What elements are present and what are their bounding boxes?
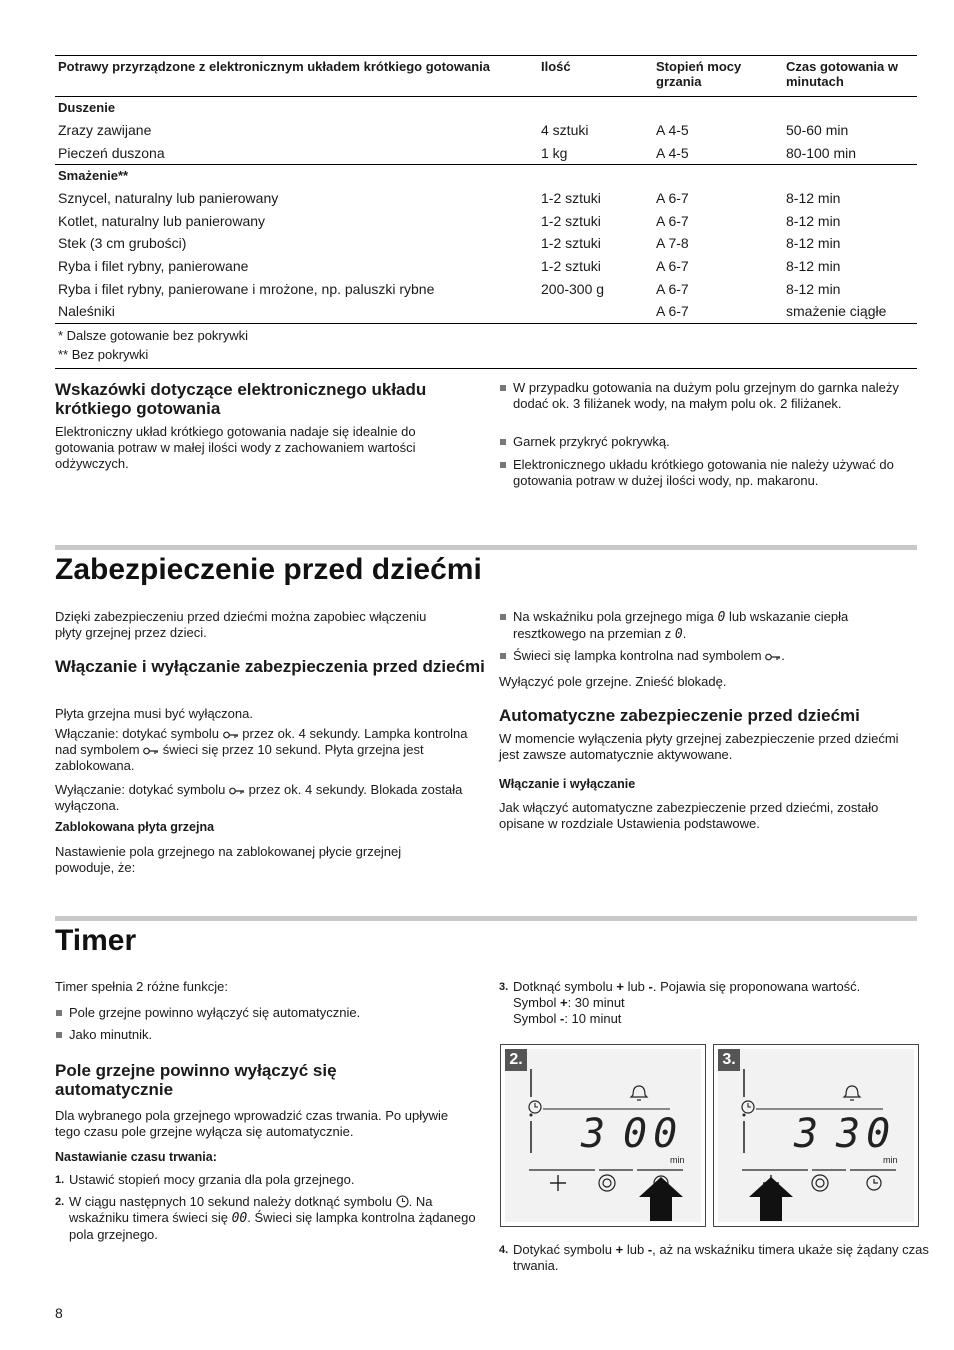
zone-display: 3: [581, 1111, 612, 1157]
segment-glyph: 00: [231, 1211, 248, 1226]
plus-symbol: +: [559, 995, 568, 1010]
panel-surface: [505, 1049, 701, 1222]
group-stewing: [55, 97, 917, 165]
cell: 80-100 min: [786, 144, 857, 161]
child-after: Wyłączyć pole grzejne. Znieść blokadę.: [499, 674, 727, 689]
panel-badge: 2.: [505, 1049, 527, 1071]
step-number: 2.: [55, 1196, 65, 1208]
step-2: [55, 1194, 484, 1243]
table-row: [55, 119, 917, 142]
min-label: min: [670, 1155, 685, 1165]
text: Ustawić stopień mocy grzania dla pola grzejnego.: [69, 1172, 355, 1187]
header-power: Stopień mocy grzania: [656, 59, 742, 89]
step-number: 1.: [55, 1174, 65, 1186]
cell: 8-12 min: [786, 212, 841, 229]
cell: Kotlet, naturalny lub panierowany: [58, 212, 266, 229]
minus-symbol: -: [647, 1242, 653, 1257]
step-3: [499, 979, 933, 1027]
text: Wyłączanie: dotykać symbolu: [55, 782, 226, 797]
plus-symbol: +: [616, 979, 624, 994]
locked-text: Nastawienie pola grzejnego na zablokowanej płycie grzejnej powoduje, że:: [55, 844, 402, 875]
cell: A 6-7: [656, 212, 689, 229]
key-lock-icon: [223, 731, 239, 739]
header-time: Czas gotowania w minutach: [786, 59, 898, 89]
cell: 8-12 min: [786, 235, 841, 252]
cell: 8-12 min: [786, 190, 841, 207]
step-number: 4.: [499, 1244, 509, 1256]
timer-intro: Timer spełnia 2 różne funkcje:: [55, 979, 228, 994]
table-row: [55, 232, 917, 255]
cell: A 6-7: [656, 257, 689, 274]
plus-symbol: +: [615, 1242, 624, 1257]
cell: 1 kg: [541, 144, 568, 161]
timer-title: Timer: [55, 924, 137, 957]
text: . Świeci się lampka kontrolna żądanego pola grzejnego.: [69, 1210, 476, 1242]
key-lock-icon: [229, 787, 245, 795]
control-panel-step-3: [713, 1044, 919, 1227]
cell: A 6-7: [656, 280, 689, 297]
child-p3: [55, 782, 470, 814]
text: Symbol: [513, 995, 557, 1010]
cell: Ryba i filet rybny, panierowane i mrożone, np. paluszki rybne: [58, 280, 435, 297]
page-number: 8: [55, 1305, 63, 1321]
locked-bullet: [499, 609, 923, 643]
cell: Sznycel, naturalny lub panierowany: [58, 190, 279, 207]
cooking-table: [55, 55, 917, 369]
panel-surface: [718, 1049, 914, 1222]
cell: Ryba i filet rybny, panierowane: [58, 257, 249, 274]
tips-intro: Elektroniczny układ krótkiego gotowania nadaje się idealnie do gotowania potraw w małej ilości wody z zachowaniem wartości odżywczych.: [55, 424, 416, 471]
note: * Dalsze gotowanie bez pokrywki: [58, 327, 249, 343]
cell: 4 sztuki: [541, 122, 589, 138]
control-panel-step-2: [500, 1044, 706, 1227]
minus-symbol: -: [648, 979, 653, 994]
text: świeci się przez 10 sekund. Płyta grzejna jest zablokowana.: [55, 742, 424, 773]
key-lock-icon: [143, 747, 159, 755]
text: W ciągu następnych 10 sekund należy dotknąć symbolu: [69, 1194, 393, 1209]
text: lub wskazanie ciepła resztkowego na przemian z: [513, 609, 849, 641]
min-label: min: [883, 1155, 898, 1165]
timer-bullet: Pole grzejne powinno wyłączyć się automatycznie.: [55, 1005, 469, 1021]
table-row: [55, 210, 917, 233]
child-p2: [55, 726, 470, 774]
auto-sub-title: Włączanie i wyłączanie: [499, 777, 636, 791]
text: Dotykać symbolu: [513, 1242, 612, 1257]
table-header: [55, 55, 917, 97]
group-title: Duszenie: [58, 100, 116, 115]
set-duration-title: Nastawianie czasu trwania:: [55, 1150, 217, 1164]
child-onoff-title: Włączanie i wyłączanie zabezpieczenia przed dziećmi: [55, 657, 485, 676]
cell: Stek (3 cm grubości): [58, 235, 187, 252]
cell: 1-2 sztuki: [541, 190, 601, 207]
step-number: 3.: [499, 981, 509, 993]
cell: A 6-7: [656, 190, 689, 207]
cell: 8-12 min: [786, 280, 841, 297]
text: Na wskaźniku pola grzejnego miga: [513, 609, 714, 624]
tips-bullet: Elektronicznego układu krótkiego gotowania nie należy używać do gotowania potraw w dużej ilości wody, np. makaronu.: [499, 457, 913, 489]
table-row: [55, 142, 917, 165]
cell: A 4-5: [656, 144, 689, 161]
cell: Zrazy zawijane: [58, 122, 152, 138]
section-rule: [55, 545, 917, 550]
step-1: [55, 1172, 479, 1188]
cell: A 7-8: [656, 235, 689, 252]
header-dish: Potrawy przyrządzone z elektronicznym układem krótkiego gotowania: [58, 59, 490, 74]
auto-sub-text: Jak włączyć automatyczne zabezpieczenie przed dziećmi, zostało opisane w rozdziale Ustawienia podstawowe.: [499, 800, 879, 831]
text: przez ok. 4 sekundy. Lampka kontrolna nad symbolem: [55, 726, 468, 757]
table-notes: [55, 324, 917, 369]
note: ** Bez pokrywki: [58, 346, 149, 362]
tips-bullet: W przypadku gotowania na dużym polu grzejnym do garnka należy dodać ok. 3 filiżanek wody, na małym polu ok. 2 filiżanek.: [499, 380, 913, 412]
timer-auto-title: Pole grzejne powinno wyłączyć się automatycznie: [55, 1061, 337, 1099]
auto-lock-title: Automatyczne zabezpieczenie przed dziećmi: [499, 706, 860, 725]
locked-title: Zablokowana płyta grzejna: [55, 820, 215, 834]
tips-bullet: Garnek przykryć pokrywką.: [499, 434, 913, 450]
cell: 8-12 min: [786, 257, 841, 274]
clock-icon: [396, 1195, 409, 1208]
group-frying: [55, 165, 917, 324]
table-row: [55, 255, 917, 278]
cell: 50-60 min: [786, 122, 849, 138]
auto-lock-text: W momencie wyłączenia płyty grzejnej zabezpieczenie przed dziećmi jest zawsze automatycznie aktywowane.: [499, 731, 899, 762]
timer-bullet: Jako minutnik.: [55, 1027, 469, 1043]
minus-symbol: -: [559, 1011, 565, 1026]
section-rule: [55, 916, 917, 921]
key-lock-icon: [765, 653, 781, 661]
text: , aż na wskaźniku timera ukaże się żądany czas trwania.: [513, 1242, 929, 1273]
table-row: [55, 300, 917, 323]
locked-bullet: [499, 648, 923, 664]
segment-glyph: 0: [717, 610, 726, 625]
text: Symbol: [513, 1011, 557, 1026]
text: : 10 minut: [564, 1011, 622, 1026]
tips-title: Wskazówki dotyczące elektronicznego układu krótkiego gotowania: [55, 380, 427, 418]
text: : 30 minut: [567, 995, 625, 1010]
child-lock-title: Zabezpieczenie przed dziećmi: [55, 553, 482, 586]
cell: 1-2 sztuki: [541, 235, 601, 252]
timer-display: 00: [623, 1111, 684, 1157]
header-quantity: Ilość: [541, 59, 571, 74]
text: lub: [627, 979, 645, 994]
cell: Naleśniki: [58, 303, 115, 320]
group-title: Smażenie**: [58, 168, 129, 184]
text: .: [682, 626, 687, 641]
text: przez ok. 4 sekundy. Blokada została wyłączona.: [55, 782, 463, 813]
cell: 1-2 sztuki: [541, 257, 601, 274]
timer-display: 30: [836, 1111, 897, 1157]
cell: 1-2 sztuki: [541, 212, 601, 229]
timer-auto-text: Dla wybranego pola grzejnego wprowadzić czas trwania. Po upływie tego czasu pole grzejne wyłącza się automatycznie.: [55, 1108, 449, 1139]
panel-badge: 3.: [718, 1049, 740, 1071]
child-p1: Płyta grzejna musi być wyłączona.: [55, 706, 253, 721]
text: . Na wskaźniku timera świeci się: [69, 1194, 433, 1225]
cell: Pieczeń duszona: [58, 144, 165, 161]
cell: A 4-5: [656, 122, 689, 138]
segment-glyph: 0: [674, 627, 683, 642]
text: Dotknąć symbolu: [513, 979, 613, 994]
cell: 200-300 g: [541, 280, 605, 297]
zone-display: 3: [794, 1111, 825, 1157]
cell: A 6-7: [656, 303, 689, 320]
step-4: [499, 1242, 933, 1274]
table-row: [55, 278, 917, 301]
text: .: [781, 648, 785, 663]
text: Świeci się lampka kontrolna nad symbolem: [513, 648, 762, 663]
text: Włączanie: dotykać symbolu: [55, 726, 220, 741]
cell: smażenie ciągłe: [786, 303, 887, 320]
text: lub: [626, 1242, 645, 1257]
child-intro: Dzięki zabezpieczeniu przed dziećmi można zapobiec włączeniu płyty grzejnej przez dzieci.: [55, 609, 427, 640]
table-row: [55, 187, 917, 210]
text: . Pojawia się proponowana wartość.: [652, 979, 861, 994]
